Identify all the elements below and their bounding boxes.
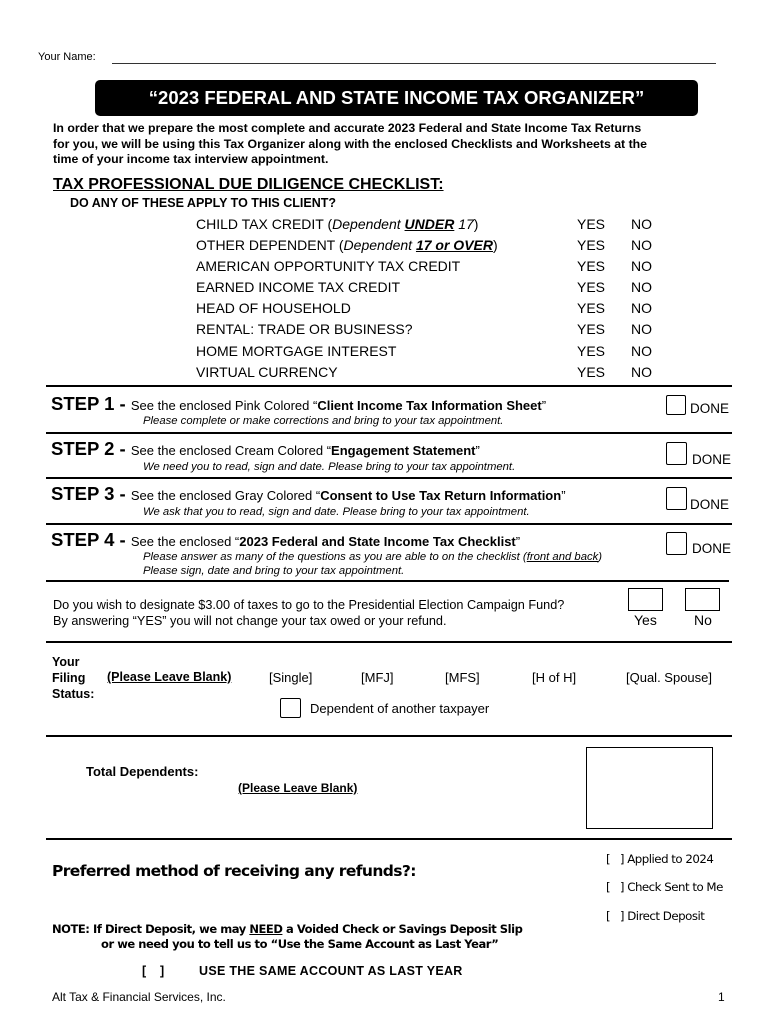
checklist-item-rental: RENTAL: TRADE OR BUSINESS? — [196, 321, 413, 337]
dependents-leave-blank: (Please Leave Blank) — [238, 781, 358, 795]
yes-option[interactable]: YES — [577, 216, 606, 232]
item-emphasis: UNDER — [404, 216, 455, 232]
step-text: See the enclosed Pink Colored “ — [130, 398, 318, 413]
label-line: Status: — [52, 687, 95, 701]
divider — [46, 838, 732, 840]
filing-status-label — [52, 654, 94, 702]
no-option[interactable]: NO — [631, 279, 652, 295]
divider — [46, 641, 732, 643]
name-label: Your Name: — [38, 51, 96, 63]
step-document: Client Income Tax Information Sheet — [317, 398, 542, 413]
filing-option-single[interactable]: [Single] — [269, 670, 313, 685]
refund-question: Preferred method of receiving any refunds?: — [52, 862, 416, 880]
step-text: ” — [541, 398, 547, 413]
label-line: Filing — [52, 671, 86, 685]
intro-line-1: In order that we prepare the most complete and accurate 2023 Federal and State Income Tax Returns — [53, 121, 642, 135]
checklist-item-hoh: HEAD OF HOUSEHOLD — [196, 300, 351, 316]
no-option[interactable]: NO — [631, 258, 652, 274]
note-text: a Voided Check or Savings Deposit Slip — [282, 922, 523, 936]
refund-option-check[interactable]: [ ] Check Sent to Me — [606, 880, 723, 894]
step-text: See the enclosed “ — [130, 534, 240, 549]
divider — [46, 385, 732, 387]
done-label: DONE — [690, 497, 730, 512]
item-emphasis: 17 or OVER — [415, 237, 493, 253]
checklist-item-aotc: AMERICAN OPPORTUNITY TAX CREDIT — [196, 258, 461, 274]
page-title: “2023 FEDERAL AND STATE INCOME TAX ORGANIZER” — [148, 87, 645, 108]
note-emphasis: NEED — [249, 922, 283, 936]
step-2-done-checkbox[interactable] — [666, 442, 687, 465]
no-option[interactable]: NO — [631, 216, 652, 232]
item-text: ) — [492, 237, 498, 253]
step-text: ” — [515, 534, 521, 549]
footer-company: Alt Tax & Financial Services, Inc. — [52, 990, 226, 1004]
done-label: DONE — [692, 452, 732, 467]
campaign-no-label: No — [694, 612, 712, 628]
step-label: STEP 2 - — [51, 438, 131, 459]
yes-option[interactable]: YES — [577, 258, 606, 274]
checklist-item-eitc: EARNED INCOME TAX CREDIT — [196, 279, 401, 295]
refund-option-direct-deposit[interactable]: [ ] Direct Deposit — [606, 909, 705, 923]
item-text: Dependent — [343, 237, 416, 253]
dependent-checkbox[interactable] — [280, 698, 301, 718]
yes-option[interactable]: YES — [577, 343, 606, 359]
step-text: See the enclosed Cream Colored “ — [130, 443, 332, 458]
campaign-no-box[interactable] — [685, 588, 720, 611]
no-option[interactable]: NO — [631, 321, 652, 337]
done-label: DONE — [690, 401, 730, 416]
item-text: ) — [473, 216, 479, 232]
filing-option-qual-spouse[interactable]: [Qual. Spouse] — [626, 670, 712, 685]
checklist-item-other-dependent — [196, 237, 498, 253]
filing-option-mfs[interactable]: [MFS] — [445, 670, 480, 685]
step-label: STEP 3 - — [51, 483, 131, 504]
no-option[interactable]: NO — [631, 364, 652, 380]
intro-line-3: time of your income tax interview appointment. — [53, 152, 329, 166]
campaign-yes-box[interactable] — [628, 588, 663, 611]
checklist-item-child-tax-credit — [196, 216, 478, 232]
step-1-note: Please complete or make corrections and bring to your tax appointment. — [143, 415, 504, 427]
step-3 — [51, 483, 566, 505]
step-document: 2023 Federal and State Income Tax Checklist — [239, 534, 516, 549]
campaign-note: By answering “YES” you will not change your tax owed or your refund. — [53, 614, 447, 628]
step-document: Consent to Use Tax Return Information — [320, 488, 562, 503]
divider — [46, 735, 732, 737]
refund-option-applied[interactable]: [ ] Applied to 2024 — [606, 852, 714, 866]
filing-option-hoh[interactable]: [H of H] — [532, 670, 577, 685]
label-line: Your — [52, 655, 80, 669]
dependent-label: Dependent of another taxpayer — [310, 701, 490, 716]
yes-option[interactable]: YES — [577, 364, 606, 380]
campaign-yes-label: Yes — [634, 612, 657, 628]
yes-option[interactable]: YES — [577, 321, 606, 337]
divider — [46, 432, 732, 434]
note-text: Please answer as many of the questions as you are able to on the checklist ( — [143, 551, 527, 563]
step-4-note-2: Please sign, date and bring to your tax appointment. — [143, 565, 405, 577]
step-document: Engagement Statement — [331, 443, 476, 458]
same-account-label: USE THE SAME ACCOUNT AS LAST YEAR — [199, 964, 463, 978]
no-option[interactable]: NO — [631, 343, 652, 359]
divider — [46, 580, 729, 582]
note-emphasis: front and back — [526, 551, 599, 563]
step-2-note: We need you to read, sign and date. Please bring to your tax appointment. — [143, 461, 516, 473]
title-banner — [95, 80, 698, 116]
divider — [46, 477, 732, 479]
step-label: STEP 1 - — [51, 393, 131, 414]
note-text: ) — [598, 551, 603, 563]
campaign-question: Do you wish to designate $3.00 of taxes to go to the Presidential Election Campaign Fund? — [53, 598, 565, 612]
checklist-item-mortgage: HOME MORTGAGE INTEREST — [196, 343, 397, 359]
total-dependents-box[interactable] — [586, 747, 713, 829]
direct-deposit-note-2: or we need you to tell us to “Use the Same Account as Last Year” — [101, 937, 499, 951]
checklist-item-virtual-currency: VIRTUAL CURRENCY — [196, 364, 338, 380]
intro-line-2: for you, we will be using this Tax Organizer along with the enclosed Checklists and Worksheets at the — [53, 136, 648, 151]
page-number: 1 — [718, 990, 725, 1004]
step-2 — [51, 438, 480, 460]
same-account-bracket[interactable]: [ ] — [142, 964, 165, 978]
step-3-done-checkbox[interactable] — [666, 487, 687, 510]
name-input-line[interactable] — [112, 63, 716, 64]
step-4-done-checkbox[interactable] — [666, 532, 687, 555]
yes-option[interactable]: YES — [577, 279, 606, 295]
step-4-note — [143, 551, 602, 563]
checklist-subheading: DO ANY OF THESE APPLY TO THIS CLIENT? — [70, 196, 337, 210]
no-option[interactable]: NO — [631, 300, 652, 316]
no-option[interactable]: NO — [631, 237, 652, 253]
step-text: ” — [561, 488, 566, 503]
item-text: 17 — [454, 216, 474, 232]
step-4 — [51, 529, 520, 551]
item-text: OTHER DEPENDENT ( — [196, 237, 344, 253]
item-text: CHILD TAX CREDIT ( — [196, 216, 333, 232]
step-3-note: We ask that you to read, sign and date. Please bring to your tax appointment. — [143, 506, 530, 518]
step-text: See the enclosed Gray Colored “ — [130, 488, 321, 503]
filing-option-mfj[interactable]: [MFJ] — [361, 670, 394, 685]
step-text: ” — [475, 443, 480, 458]
intro-paragraph — [53, 121, 647, 168]
item-text: Dependent — [332, 216, 405, 232]
yes-option[interactable]: YES — [577, 237, 606, 253]
step-1-done-checkbox[interactable] — [666, 395, 686, 415]
note-text: NOTE: If Direct Deposit, we may — [52, 922, 250, 936]
direct-deposit-note — [52, 922, 522, 936]
step-label: STEP 4 - — [51, 529, 131, 550]
done-label: DONE — [692, 541, 732, 556]
yes-option[interactable]: YES — [577, 300, 606, 316]
filing-leave-blank: (Please Leave Blank) — [107, 670, 232, 684]
total-dependents-label: Total Dependents: — [86, 764, 199, 779]
checklist-heading: TAX PROFESSIONAL DUE DILIGENCE CHECKLIST: — [53, 176, 444, 193]
divider — [46, 523, 732, 525]
step-1 — [51, 393, 546, 415]
